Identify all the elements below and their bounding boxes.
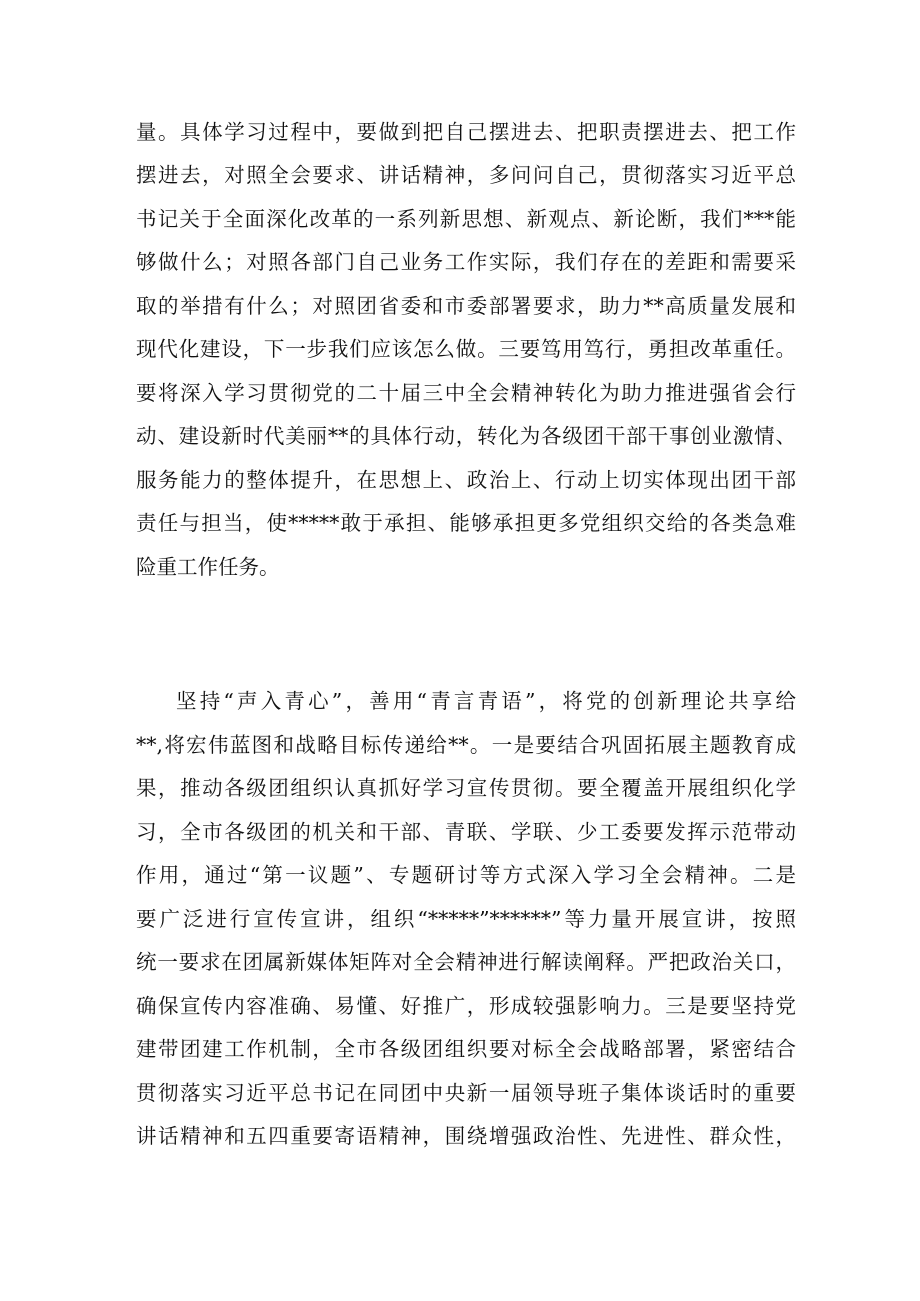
paragraph-line: **,将宏伟蓝图和战略目标传递给**。一是要结合巩固拓展主题教育成 <box>136 733 796 757</box>
paragraph-line: 责任与担当，使*****敢于承担、能够承担更多党组织交给的各类急难 <box>136 511 796 535</box>
paragraph-line: 坚持“声入青心”，善用“青言青语”，将党的创新理论共享给 <box>176 689 796 713</box>
section-heading-continued <box>136 642 796 674</box>
paragraph-line: 摆进去，对照全会要求、讲话精神，多问问自己，贯彻落实习近平总 <box>136 163 796 187</box>
paragraph-line: 建带团建工作机制，全市各级团组织要对标全会战略部署，紧密结合 <box>136 1037 796 1061</box>
paragraph-line: 量。具体学习过程中，要做到把自己摆进去、把职责摆进去、把工作 <box>136 120 796 144</box>
paragraph-line: 动、建设新时代美丽**的具体行动，转化为各级团干部干事创业激情、 <box>136 424 796 448</box>
paragraph-line: 统一要求在团属新媒体矩阵对全会精神进行解读阐释。严把政治关口， <box>136 950 796 974</box>
paragraph-line: 现代化建设，下一步我们应该怎么做。三要笃用笃行，勇担改革重任。 <box>136 337 796 361</box>
paragraph-line: 确保宣传内容准确、易懂、好推广，形成较强影响力。三是要坚持党 <box>136 994 796 1018</box>
paragraph-line: 够做什么；对照各部门自己业务工作实际，我们存在的差距和需要采 <box>136 250 796 274</box>
paragraph-line: 作用，通过“第一议题”、专题研讨等方式深入学习全会精神。二是 <box>136 863 796 887</box>
paragraph-line: 要广泛进行宣传宣讲，组织“*****”******”等力量开展宣讲，按照 <box>136 907 796 931</box>
paragraph-line: 要将深入学习贯彻党的二十届三中全会精神转化为助力推进强省会行 <box>136 381 796 405</box>
paragraph-line: 讲话精神和五四重要寄语精神，围绕增强政治性、先进性、群众性， <box>136 1124 796 1148</box>
paragraph-line: 险重工作任务。 <box>136 555 280 579</box>
paragraph-line: 书记关于全面深化改革的一系列新思想、新观点、新论断，我们***能 <box>136 207 796 231</box>
paragraph-line: 服务能力的整体提升，在思想上、政治上、行动上切实体现出团干部 <box>136 468 796 492</box>
paragraph-line: 取的举措有什么；对照团省委和市委部署要求，助力**高质量发展和 <box>136 294 796 318</box>
paragraph-line: 贯彻落实习近平总书记在同团中央新一届领导班子集体谈话时的重要 <box>136 1081 796 1105</box>
paragraph-line: 果，推动各级团组织认真抓好学习宣传贯彻。要全覆盖开展组织化学 <box>136 776 796 800</box>
paragraph-line: 习，全市各级团的机关和干部、青联、学联、少工委要发挥示范带动 <box>136 820 796 844</box>
section-heading <box>178 597 796 629</box>
